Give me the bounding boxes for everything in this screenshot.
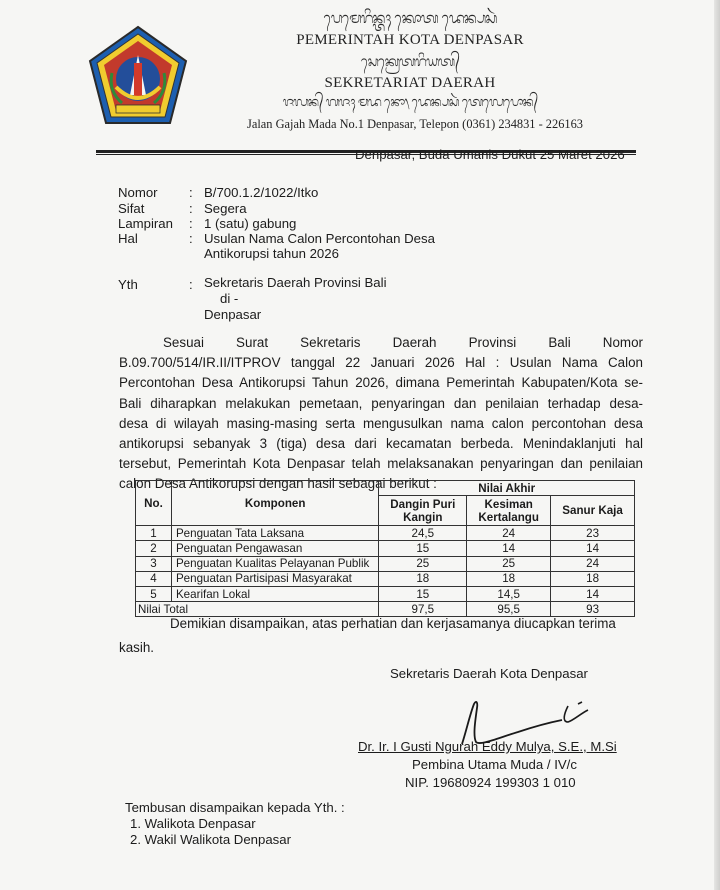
row-component: Penguatan Pengawasan [171, 541, 378, 556]
row-score-1: 15 [379, 586, 467, 601]
row-no: 1 [136, 526, 172, 541]
sifat-colon: : [189, 201, 193, 216]
signatory-nip: NIP. 19680924 199303 1 010 [405, 775, 576, 790]
row-score-1: 15 [379, 541, 467, 556]
recipient-colon: : [189, 277, 193, 292]
recipient-name: Sekretaris Daerah Provinsi Bali [204, 275, 387, 290]
letterhead-government: PEMERINTAH KOTA DENPASAR [296, 32, 524, 48]
sifat-value: Segera [204, 201, 247, 216]
row-score-3: 14 [551, 586, 635, 601]
page-edge-shadow [714, 0, 720, 890]
row-component: Kearifan Lokal [171, 586, 378, 601]
cc-heading: Tembusan disampaikan kepada Yth. : [125, 800, 345, 815]
recipient-label: Yth [118, 277, 138, 292]
lampiran-value: 1 (satu) gabung [204, 216, 297, 231]
table-header-row [136, 481, 635, 496]
row-score-2: 14 [467, 541, 551, 556]
total-score-3: 93 [551, 602, 635, 617]
signatory-name: Dr. Ir. I Gusti Ngurah Eddy Mulya, S.E., M.Si [358, 739, 617, 754]
signatory-office: Sekretaris Daerah Kota Denpasar [390, 666, 588, 681]
cc-item-1: 1. Walikota Denpasar [130, 816, 256, 831]
nomor-label: Nomor [118, 185, 158, 200]
cc-item-2: 2. Wakil Walikota Denpasar [130, 832, 291, 847]
header-village-3: Sanur Kaja [551, 496, 635, 526]
header-component: Komponen [171, 481, 378, 526]
total-score-2: 95,5 [467, 602, 551, 617]
letterhead-office: SEKRETARIAT DAERAH [324, 75, 496, 91]
row-score-2: 14,5 [467, 586, 551, 601]
nomor-value: B/700.1.2/1022/Itko [204, 185, 319, 200]
letterhead-script-line-1: ᬧᬾᬫᬾᬭᬶᬦ᭄ᬢᬄ ᬓᭀᬢ ᬤᬾᬦ᭄ᬧᬲᬃ [323, 9, 497, 27]
signatory-rank: Pembina Utama Muda / IV/c [412, 757, 577, 772]
row-no: 2 [136, 541, 172, 556]
nomor-colon: : [189, 185, 193, 200]
body-line-8: calon Desa Antikorupsi dengan hasil sebagai berikut : [119, 476, 437, 492]
table-row [136, 556, 635, 571]
row-no: 3 [136, 556, 172, 571]
lampiran-colon: : [189, 216, 193, 231]
row-score-1: 24,5 [379, 526, 467, 541]
assessment-table [135, 480, 635, 617]
total-score-1: 97,5 [379, 602, 467, 617]
table-row [136, 526, 635, 541]
body-line-6: antikorupsi sebanyak 3 (tiga) desa dari kecamatan berbeda. Menindaklanjuti hal [119, 435, 643, 451]
body-line-7: tersebut, Pemerintah Kota Denpasar telah melaksanakan penyaringan dan penilaian [119, 456, 643, 472]
letterhead-script-line-3: ᬚᬮᬦ᭄ ᬕᬚᬄ ᬫᬤ ᬦᭀ᭞ ᬤᬾᬦ᭄ᬧᬲᬃ ᬢᬾᬮᬾᬧᭀᬦ᭄ [282, 95, 538, 110]
body-line-1: Sesuai Surat Sekretaris Daerah Provinsi Bali Nomor [163, 335, 643, 350]
header-nilai-akhir: Nilai Akhir [379, 481, 635, 496]
hal-colon: : [189, 231, 193, 246]
table-row [136, 541, 635, 556]
row-score-1: 18 [379, 571, 467, 586]
lampiran-label: Lampiran [118, 216, 173, 231]
table-row [136, 571, 635, 586]
header-village-1: Dangin Puri Kangin [379, 496, 467, 526]
closing-line-1: Demikian disampaikan, atas perhatian dan kerjasamanya diucapkan terima [170, 616, 616, 631]
row-score-2: 18 [467, 571, 551, 586]
date-line: Denpasar, Buda Umanis Dukut 25 Maret 2026 [355, 147, 625, 162]
denpasar-crest-logo [86, 25, 190, 129]
hal-value-line-1: Usulan Nama Calon Percontohan Desa [204, 231, 435, 246]
recipient-place: Denpasar [204, 307, 262, 322]
row-score-1: 25 [379, 556, 467, 571]
total-label: Nilai Total [136, 602, 379, 617]
row-score-2: 24 [467, 526, 551, 541]
sifat-label: Sifat [118, 201, 145, 216]
row-score-2: 25 [467, 556, 551, 571]
row-no: 5 [136, 586, 172, 601]
row-score-3: 14 [551, 541, 635, 556]
body-line-3: Percontohan Desa Antikorupsi Tahun 2026, dimana Pemerintah Kabupaten/Kota se- [119, 375, 643, 391]
body-line-2: B.09.700/514/IR.II/ITPROV tanggal 22 Januari 2026 Hal : Usulan Nama Calon [119, 355, 643, 371]
header-village-2: Kesiman Kertalangu [467, 496, 551, 526]
closing-line-2: kasih. [119, 640, 154, 655]
row-component: Penguatan Partisipasi Masyarakat [171, 571, 378, 586]
body-paragraph [119, 333, 643, 495]
hal-value-line-2: Antikorupsi tahun 2026 [204, 246, 339, 261]
recipient-di: di - [220, 291, 239, 306]
row-no: 4 [136, 571, 172, 586]
letterhead-address: Jalan Gajah Mada No.1 Denpasar, Telepon (0361) 234831 - 226163 [247, 117, 583, 131]
row-component: Penguatan Kualitas Pelayanan Publik [171, 556, 378, 571]
hal-label: Hal [118, 231, 138, 246]
row-score-3: 18 [551, 571, 635, 586]
row-score-3: 23 [551, 526, 635, 541]
row-score-3: 24 [551, 556, 635, 571]
header-no: No. [136, 481, 172, 526]
body-line-5: desa di wilayah masing-masing serta mengusulkan nama calon percontohan desa [119, 415, 643, 431]
row-component: Penguatan Tata Laksana [171, 526, 378, 541]
table-row [136, 586, 635, 601]
letterhead-script-line-2: ᬲᬾᬓ᭄ᬭᬾᬢᬭᬶᬬᬢ᭄ [360, 54, 460, 70]
body-line-4: Bali diharapkan melakukan pemetaan, penyaringan dan penilaian terhadap desa- [119, 395, 643, 411]
table-total-row [136, 602, 635, 617]
